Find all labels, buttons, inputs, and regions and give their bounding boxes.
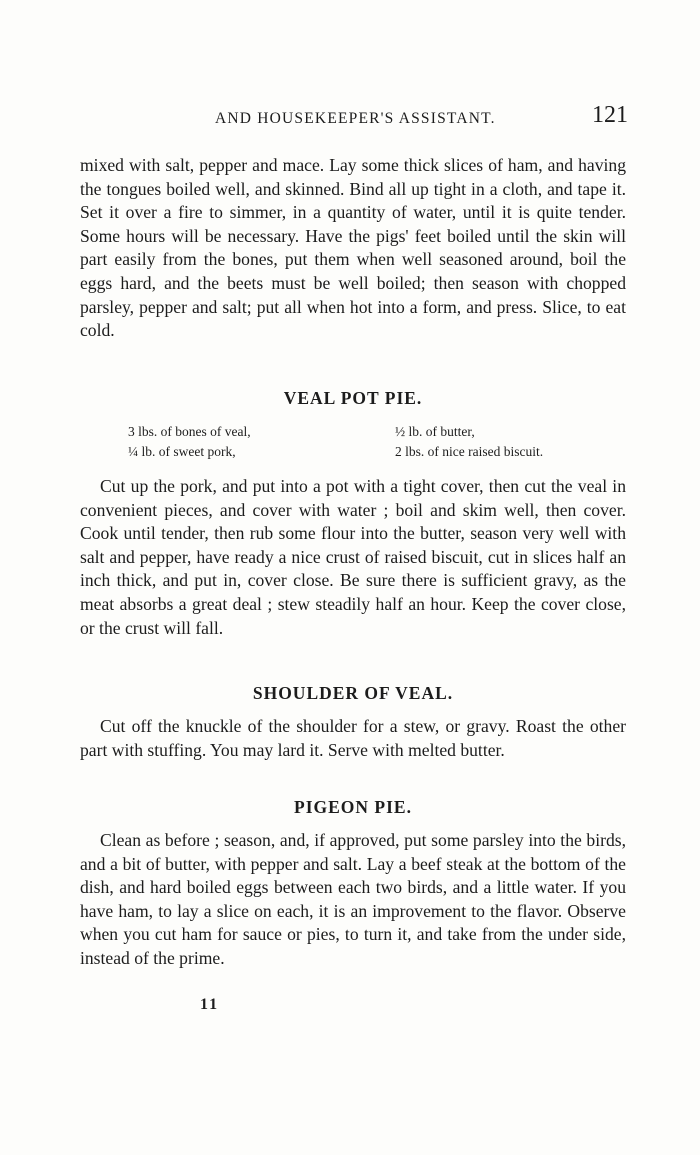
shoulder-of-veal-paragraph: Cut off the knuckle of the shoulder for a stew, or gravy. Roast the other part with stuffing. You may lard it. Serve with melted butter.: [80, 716, 626, 760]
ingredient-item: ½ lb. of butter,: [395, 424, 475, 439]
veal-pot-pie-heading: VEAL POT PIE.: [283, 388, 423, 408]
pigeon-pie-paragraph: Clean as before ; season, and, if approved, put some parsley into the birds, and a bit of butter, with pepper and salt. Lay a beef steak at the bottom of the dish, and hard boiled eggs between each two birds, and a little water. If you have ham, to lay a slice on each, it is an improvement to the flavor. Observe when you cut ham for sauce or pies, to turn it, and take from the under side, instead of the prime.: [80, 830, 626, 968]
shoulder-of-veal-heading: SHOULDER OF VEAL.: [252, 683, 454, 703]
veal-pot-pie-paragraph: Cut up the pork, and put into a pot with a tight cover, then cut the veal in convenient pieces, and cover with water ; boil and skim well, then cover. Cook until tender, then rub some flour into the butter, season very well with salt and pepper, have ready a nice crust of raised biscuit, cut in slices half an inch thick, and put in, cover close. Be sure there is sufficient gravy, as the meat absorbs a great deal ; stew steadily half an hour. Keep the cover close, or the crust will fall.: [80, 476, 626, 638]
pigeon-pie-heading: PIGEON PIE.: [294, 797, 412, 817]
veal-pot-pie-ingredients: [128, 422, 608, 462]
ingredient-item: 2 lbs. of nice raised biscuit.: [395, 444, 544, 459]
ingredient-row: [128, 422, 608, 442]
ingredient-row: [128, 442, 608, 462]
ingredient-item: 3 lbs. of bones of veal,: [128, 424, 251, 439]
page-number: 121: [592, 102, 628, 128]
ingredient-item: ¼ lb. of sweet pork,: [128, 444, 236, 459]
signature-mark: 11: [200, 996, 220, 1013]
running-head: AND HOUSEKEEPER'S ASSISTANT.: [215, 110, 496, 127]
page-header: [80, 102, 628, 138]
continuation-paragraph: mixed with salt, pepper and mace. Lay some thick slices of ham, and having the tongues boiled well, and skinned. Bind all up tight in a cloth, and tape it. Set it over a fire to simmer, in a quantity of water, until it is quite tender. Some hours will be necessary. Have the pigs' feet boiled until the skin will part easily from the bones, put them when well seasoned around, boil the eggs hard, and the beets must be well boiled; then season with chopped parsley, pepper and salt; put all when hot into a form, and press. Slice, to eat cold.: [80, 155, 626, 341]
